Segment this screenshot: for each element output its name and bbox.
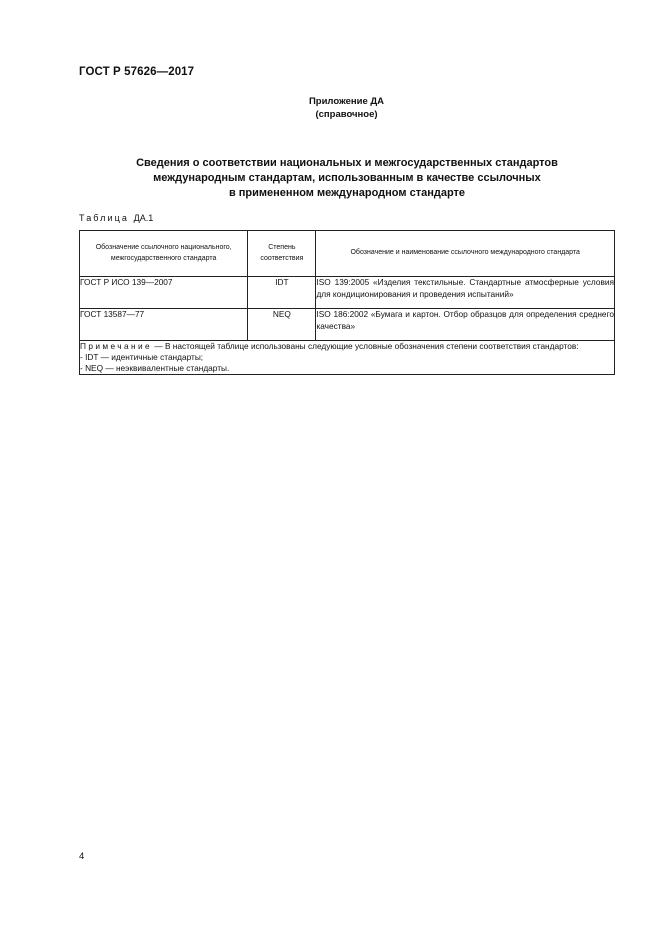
cell-degree: IDT bbox=[248, 277, 316, 309]
table-caption-label: Таблица bbox=[79, 213, 129, 223]
table-row bbox=[80, 309, 615, 341]
page-number: 4 bbox=[79, 851, 85, 862]
cell-international-standard: ISO 186:2002 «Бумага и картон. Отбор образцов для определения среднего качества» bbox=[316, 309, 615, 341]
note-item-idt: - IDT — идентичные стандарты; bbox=[80, 352, 204, 362]
cell-national-standard: ГОСТ 13587—77 bbox=[80, 309, 248, 341]
cell-degree: NEQ bbox=[248, 309, 316, 341]
column-header-national-standard: Обозначение ссылочного национального, межгосударственного стандарта bbox=[80, 231, 248, 277]
note-text-line bbox=[80, 341, 614, 352]
table-note-row bbox=[80, 341, 615, 375]
appendix-title: Приложение ДА bbox=[308, 96, 385, 107]
note-label: Примечание bbox=[80, 341, 153, 351]
table-header-row bbox=[80, 231, 615, 277]
table-caption-number: ДА.1 bbox=[133, 213, 154, 223]
column-header-degree: Степень соответствия bbox=[248, 231, 316, 277]
document-code: ГОСТ Р 57626—2017 bbox=[79, 66, 195, 78]
section-title-line-3: в примененном международном стандарте bbox=[228, 187, 466, 199]
appendix-subtitle: (справочное) bbox=[315, 109, 378, 120]
cell-international-standard: ISO 139:2005 «Изделия текстильные. Стандартные атмосферные условия для кондиционирования и проведения испытаний» bbox=[316, 277, 615, 309]
section-title-line-1: Сведения о соответствии национальных и межгосударственных стандартов bbox=[136, 157, 558, 169]
section-title-line-2: международным стандартам, использованным в качестве ссылочных bbox=[153, 172, 541, 184]
note-item-neq: - NEQ — неэквивалентные стандарты. bbox=[80, 363, 230, 373]
section-title bbox=[79, 156, 615, 201]
cell-national-standard: ГОСТ Р ИСО 139—2007 bbox=[80, 277, 248, 309]
correspondence-table bbox=[79, 230, 615, 375]
column-header-international-standard: Обозначение и наименование ссылочного международного стандарта bbox=[316, 231, 615, 277]
note-text: — В настоящей таблице использованы следующие условные обозначения степени соответствия стандартов: bbox=[152, 341, 579, 351]
appendix-heading bbox=[0, 95, 661, 121]
table-row bbox=[80, 277, 615, 309]
table-caption bbox=[79, 213, 153, 223]
table-note bbox=[80, 341, 615, 375]
